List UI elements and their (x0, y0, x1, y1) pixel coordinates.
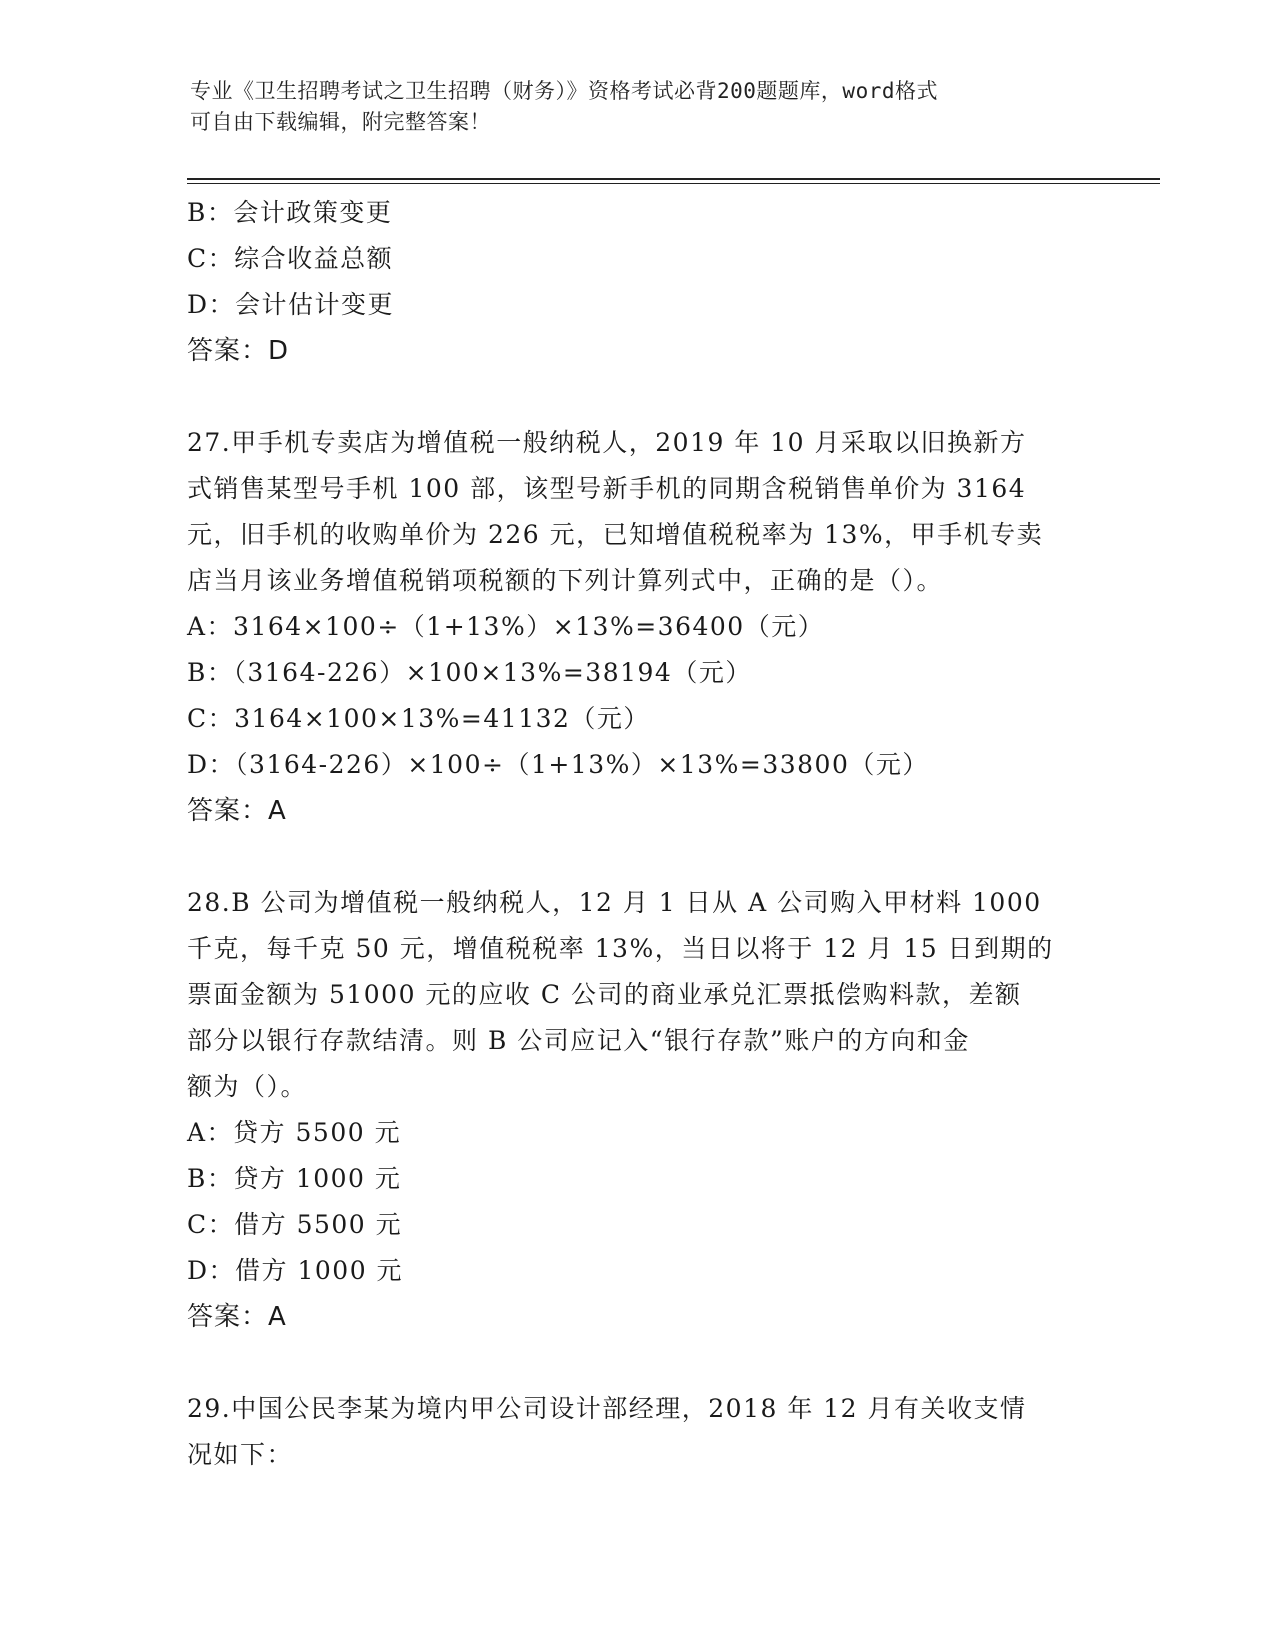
question-stem-line: 27.甲手机专卖店为增值税一般纳税人，2019 年 10 月采取以旧换新方 (187, 428, 1027, 457)
question-stem-line: 千克，每千克 50 元，增值税税率 13%，当日以将于 12 月 15 日到期的 (187, 934, 1054, 963)
option-c: C：综合收益总额 (187, 244, 394, 273)
spacer (187, 834, 1087, 880)
option-c: C：3164×100×13%=41132（元） (187, 704, 650, 733)
question-stem-line: 28.B 公司为增值税一般纳税人，12 月 1 日从 A 公司购入甲材料 1000 (187, 888, 1042, 917)
header-line-2: 可自由下载编辑，附完整答案！ (190, 110, 491, 134)
option-d: D：借方 1000 元 (187, 1256, 404, 1285)
option-d: D：（3164-226）×100÷（1+13%）×13%=33800（元） (187, 750, 929, 779)
question-stem-line: 票面金额为 51000 元的应收 C 公司的商业承兑汇票抵偿购料款，差额 (187, 980, 1022, 1009)
option-c: C：借方 5500 元 (187, 1210, 403, 1239)
question-block-28 (187, 880, 1087, 1340)
option-b: B：贷方 1000 元 (187, 1164, 402, 1193)
answer-line: 答案：A (187, 1302, 287, 1332)
question-stem-line: 元，旧手机的收购单价为 226 元，已知增值税税率为 13%，甲手机专卖 (187, 520, 1044, 549)
spacer (187, 374, 1087, 420)
answer-line: 答案：D (187, 336, 290, 366)
question-stem-line: 式销售某型号手机 100 部，该型号新手机的同期含税销售单价为 3164 (187, 474, 1027, 503)
option-b: B：会计政策变更 (187, 198, 393, 227)
question-stem-line: 29.中国公民李某为境内甲公司设计部经理，2018 年 12 月有关收支情 (187, 1394, 1027, 1423)
header-divider-thin (187, 183, 1160, 184)
spacer (187, 1340, 1087, 1386)
question-stem-line: 店当月该业务增值税销项税额的下列计算列式中，正确的是（）。 (187, 566, 944, 595)
header-divider-thick (187, 178, 1160, 180)
answer-line: 答案：A (187, 796, 287, 826)
option-b: B：（3164-226）×100×13%=38194（元） (187, 658, 752, 687)
option-a: A：贷方 5500 元 (187, 1118, 402, 1147)
question-stem-line: 况如下： (187, 1440, 294, 1469)
document-body (187, 190, 1087, 1478)
question-block-26 (187, 190, 1087, 374)
question-stem-line: 额为（）。 (187, 1072, 308, 1101)
option-d: D：会计估计变更 (187, 290, 395, 319)
option-a: A：3164×100÷（1+13%）×13%=36400（元） (187, 612, 825, 641)
question-stem-line: 部分以银行存款结清。则 B 公司应记入“银行存款”账户的方向和金 (187, 1026, 970, 1055)
document-header (190, 76, 1090, 138)
question-block-29 (187, 1386, 1087, 1478)
question-block-27 (187, 420, 1087, 834)
header-line-1: 专业《卫生招聘考试之卫生招聘（财务）》资格考试必背200题题库，word格式 (190, 79, 938, 103)
